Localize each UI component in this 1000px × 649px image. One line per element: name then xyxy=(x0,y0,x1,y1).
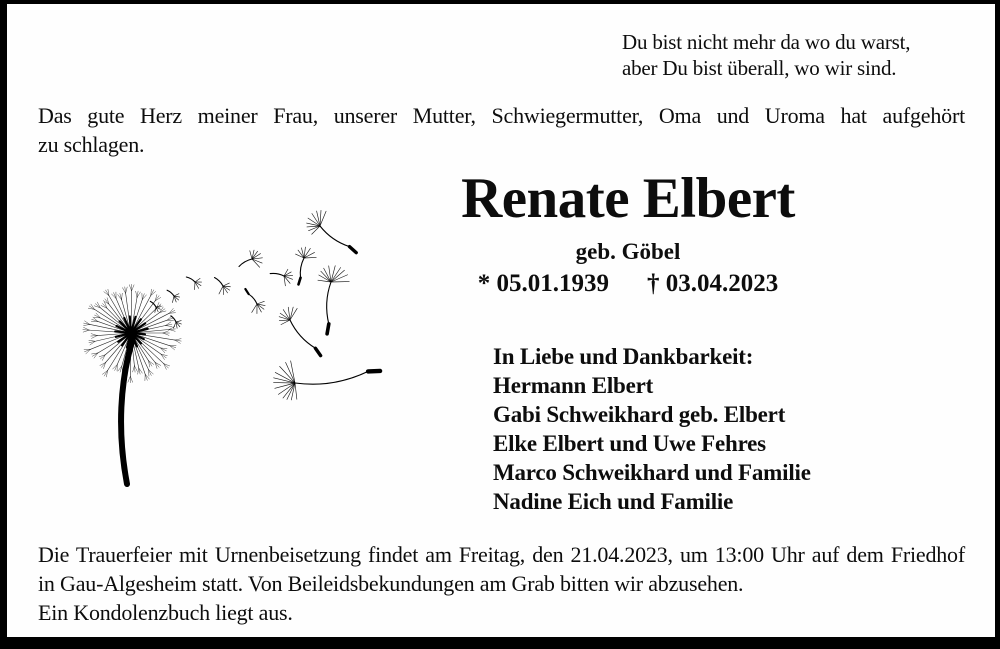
funeral-line: in Gau-Algesheim statt. Von Beileidsbekundungen am Grab bitten wir abzusehen. xyxy=(38,571,744,596)
life-dates xyxy=(428,270,828,298)
family-name: Hermann Elbert xyxy=(493,373,654,398)
epigraph-line: Du bist nicht mehr da wo du warst, xyxy=(622,30,911,54)
family-name: Nadine Eich und Familie xyxy=(493,489,734,514)
maiden-name: geb. Göbel xyxy=(575,239,681,265)
intro-line: zu schlagen. xyxy=(38,132,145,157)
dandelion-graphic xyxy=(57,186,401,498)
death-date: † 03.04.2023 xyxy=(647,270,779,298)
family-block xyxy=(493,342,811,516)
intro-text xyxy=(38,101,965,159)
deceased-block xyxy=(428,167,828,298)
family-heading: In Liebe und Dankbarkeit: xyxy=(493,344,754,369)
family-name: Gabi Schweikhard geb. Elbert xyxy=(493,402,786,427)
funeral-info xyxy=(38,540,965,627)
family-name: Elke Elbert und Uwe Fehres xyxy=(493,431,766,456)
funeral-line: Ein Kondolenzbuch liegt aus. xyxy=(38,600,293,625)
family-name: Marco Schweikhard und Familie xyxy=(493,460,811,485)
birth-date: * 05.01.1939 xyxy=(477,270,609,298)
epigraph-line: aber Du bist überall, wo wir sind. xyxy=(622,55,897,80)
funeral-line: Die Trauerfeier mit Urnenbeisetzung findet am Freitag, den 21.04.2023, um 13:00 Uhr auf dem Friedhof xyxy=(38,542,965,567)
deceased-name: Renate Elbert xyxy=(461,167,795,230)
epigraph xyxy=(622,30,910,81)
intro-line: Das gute Herz meiner Frau, unserer Mutter, Schwiegermutter, Oma und Uroma hat aufgehört xyxy=(38,103,965,128)
